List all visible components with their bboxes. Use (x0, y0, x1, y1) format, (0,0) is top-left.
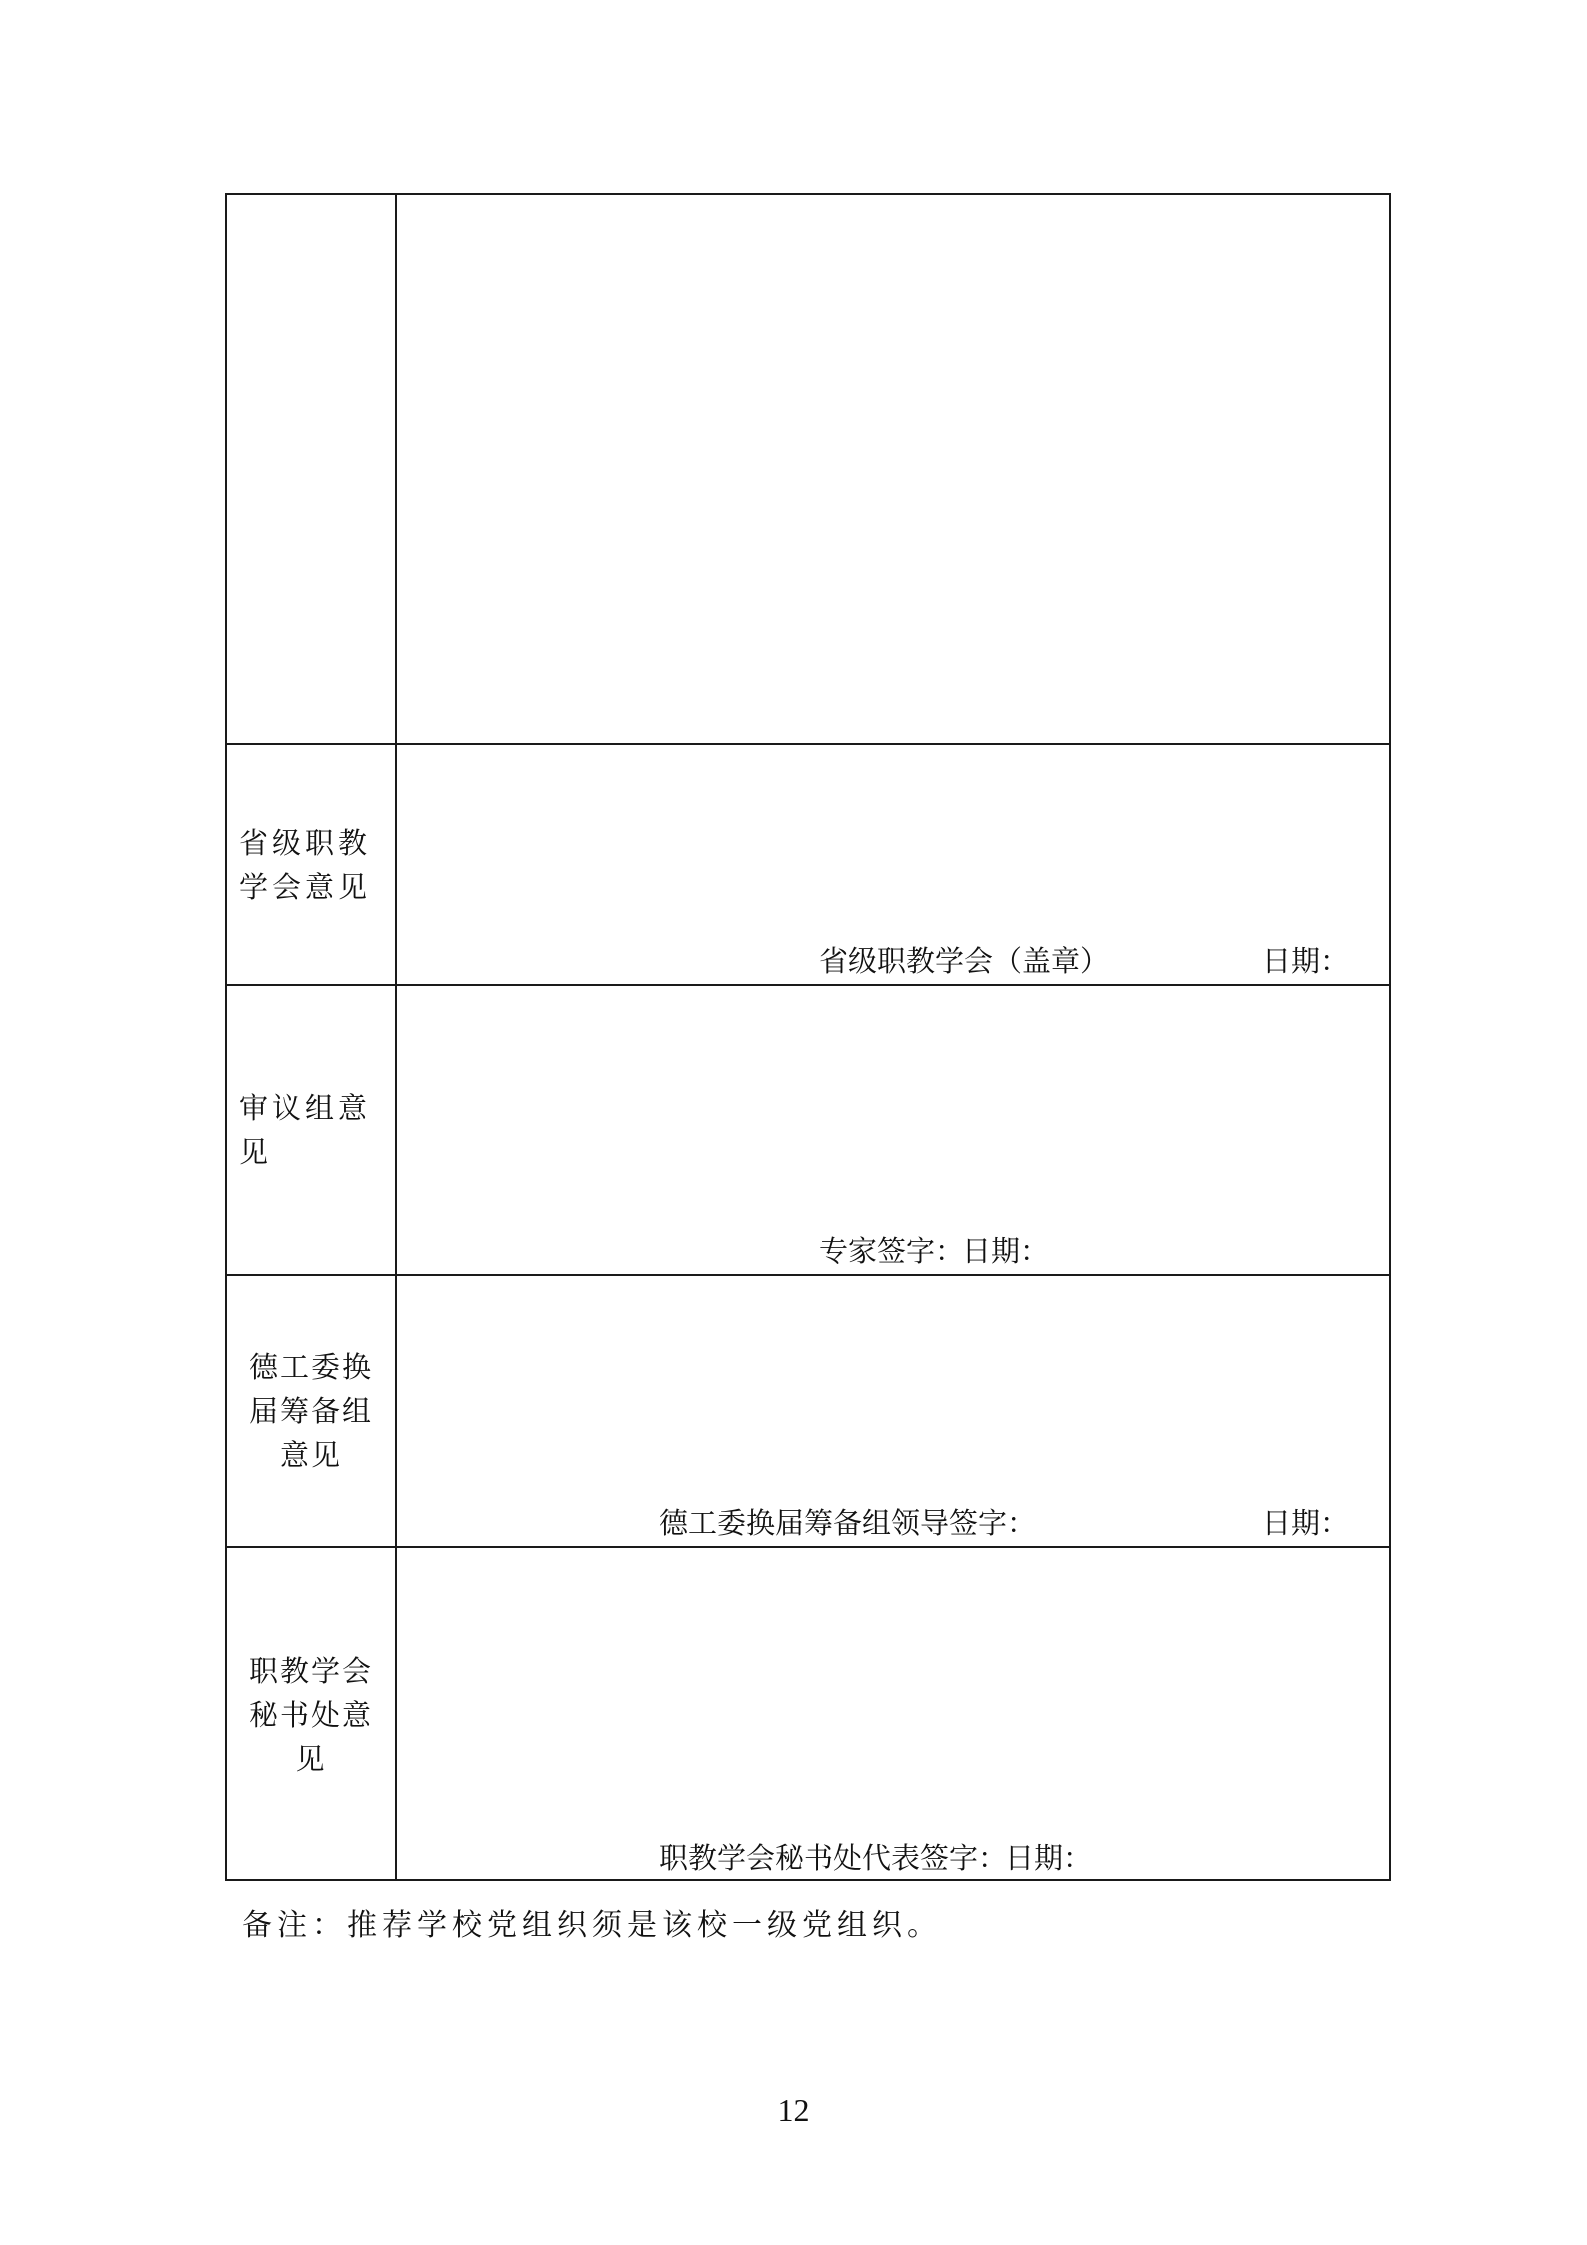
table-row-review-panel (227, 984, 1389, 1274)
secretariat-signature-label: 职教学会秘书处代表签字： (659, 1841, 1008, 1875)
seal-label-provincial-association: 省级职教学会（盖章） (819, 944, 1110, 978)
row-label-cell (227, 1548, 397, 1881)
leader-signature-label: 德工委换届筹备组领导签字： (659, 1506, 1037, 1540)
table-row-provincial-association (227, 743, 1389, 984)
opinion-field-provincial-association[interactable] (397, 745, 1389, 984)
table-row-secretariat (227, 1546, 1389, 1881)
row-label-cell (227, 986, 397, 1274)
opinion-field-preparatory-group[interactable] (397, 1276, 1389, 1546)
label-secretariat: 职教学会 秘书处意 见 (248, 1653, 373, 1776)
opinion-field-continuation[interactable] (397, 195, 1389, 743)
remark-note: 备注：推荐学校党组织须是该校一级党组织。 (242, 1908, 942, 1943)
label-preparatory-group: 德工委换 届筹备组 意见 (248, 1350, 373, 1472)
row-label-cell (227, 195, 397, 743)
row-label-cell (227, 1276, 397, 1546)
opinion-field-review-panel[interactable] (397, 986, 1389, 1274)
label-review-panel: 审议组意 见 (239, 1091, 372, 1169)
table-row-continuation (227, 195, 1389, 743)
row-label-cell (227, 745, 397, 984)
date-label-preparatory-group: 日期： (1262, 1506, 1350, 1540)
review-form-table (225, 193, 1391, 1881)
date-label-secretariat: 日期： (1005, 1841, 1093, 1875)
opinion-field-secretariat[interactable] (397, 1548, 1389, 1881)
table-row-preparatory-group (227, 1274, 1389, 1546)
date-label-review-panel: 日期： (962, 1234, 1050, 1268)
expert-signature-label: 专家签字： (819, 1234, 965, 1268)
page-number: 12 (777, 2092, 810, 2128)
label-provincial-association: 省级职教 学会意见 (239, 825, 372, 904)
date-label-provincial-association: 日期： (1262, 944, 1350, 978)
